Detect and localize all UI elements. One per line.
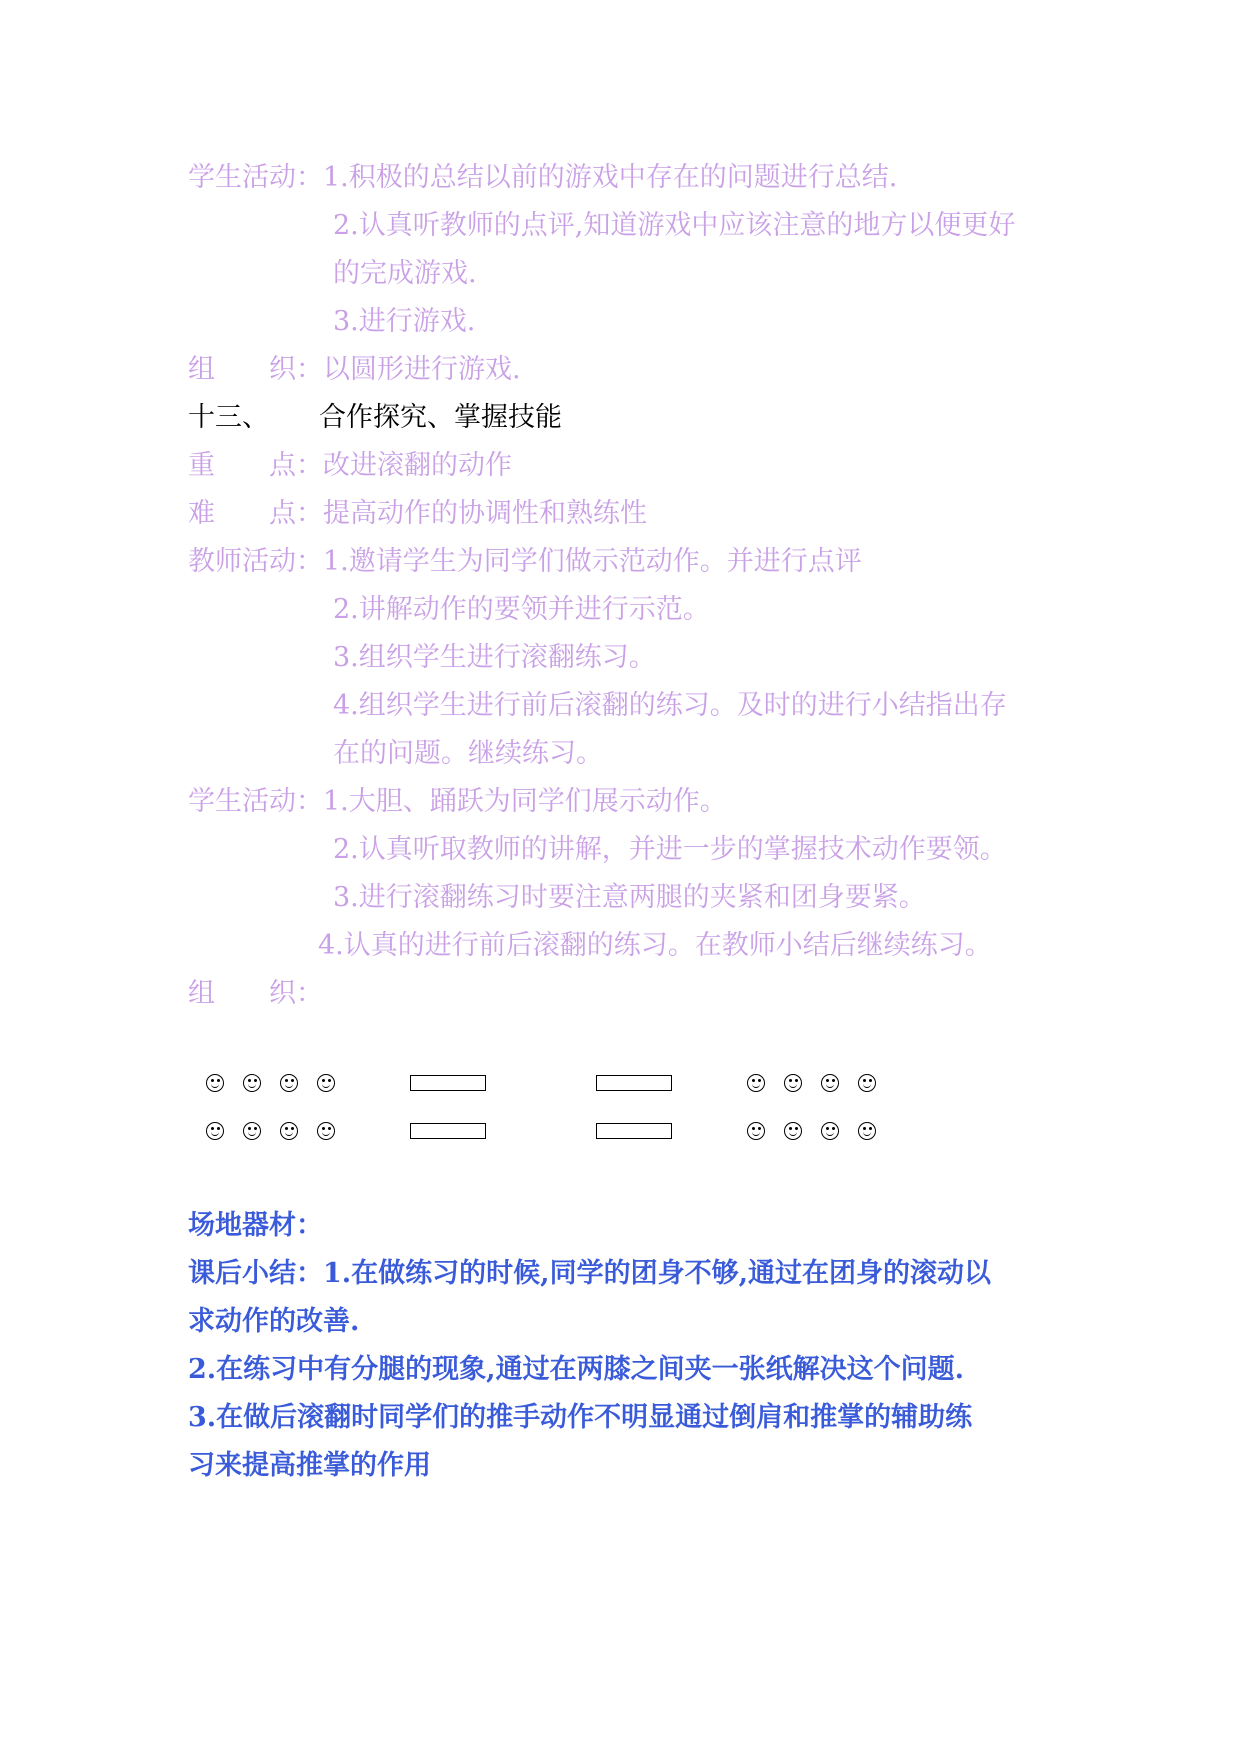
student-activity-1-item-2: 2.认真听教师的点评,知道游戏中应该注意的地方以便更好 [333, 210, 1016, 241]
summary-text-1: 1.在做练习的时候,同学的团身不够,通过在团身的滚动以 [323, 1258, 991, 1289]
student-activity-1-item-2-cont: 的完成游戏. [333, 258, 477, 289]
summary-line-5: 习来提高推掌的作用 [188, 1450, 431, 1481]
key-point-line [188, 448, 512, 484]
smiley-face-icon [858, 1122, 876, 1140]
smiley-face-icon [280, 1122, 298, 1140]
teacher-activity-item-4-cont: 在的问题。继续练习。 [333, 738, 603, 769]
smiley-face-icon [280, 1074, 298, 1092]
organize-2-label: 组 织： [188, 978, 323, 1009]
key-point-text: 改进滚翻的动作 [323, 450, 512, 481]
mat-rectangle [596, 1123, 672, 1139]
smiley-face-icon [858, 1074, 876, 1092]
student-activity-2-item-1: 1.大胆、踊跃为同学们展示动作。 [323, 786, 727, 817]
organize-1-line [188, 352, 521, 388]
student-activity-1-label: 学生活动： [188, 162, 323, 193]
teacher-activity-line-1 [188, 544, 862, 580]
smiley-face-icon [784, 1074, 802, 1092]
section-13-heading [188, 400, 562, 436]
student-activity-2-item-4: 4.认真的进行前后滚翻的练习。在教师小结后继续练习。 [318, 930, 992, 961]
smiley-face-icon [821, 1074, 839, 1092]
teacher-activity-item-1: 1.邀请学生为同学们做示范动作。并进行点评 [323, 546, 862, 577]
student-activity-1-line-1 [188, 160, 897, 196]
summary-line-3: 2.在练习中有分腿的现象,通过在两膝之间夹一张纸解决这个问题. [188, 1354, 964, 1385]
smiley-face-icon [317, 1074, 335, 1092]
student-activity-2-label: 学生活动： [188, 786, 323, 817]
key-point-label: 重 点： [188, 450, 323, 481]
summary-line-1 [188, 1256, 991, 1292]
smiley-face-icon [243, 1122, 261, 1140]
smiley-face-icon [747, 1074, 765, 1092]
section-13-title: 合作探究、掌握技能 [319, 402, 562, 433]
smiley-face-icon [206, 1074, 224, 1092]
smiley-face-icon [784, 1122, 802, 1140]
organize-1-text: 以圆形进行游戏. [323, 354, 521, 385]
smiley-face-icon [747, 1122, 765, 1140]
mat-rectangle [596, 1075, 672, 1091]
organize-1-label: 组 织： [188, 354, 323, 385]
mat-rectangle [410, 1075, 486, 1091]
student-activity-1-item-3: 3.进行游戏. [333, 306, 476, 337]
teacher-activity-item-4: 4.组织学生进行前后滚翻的练习。及时的进行小结指出存 [333, 690, 1007, 721]
mat-rectangle [410, 1123, 486, 1139]
teacher-activity-item-3: 3.组织学生进行滚翻练习。 [333, 642, 656, 673]
summary-label: 课后小结： [188, 1258, 323, 1289]
smiley-face-icon [206, 1122, 224, 1140]
student-activity-2-item-2: 2.认真听取教师的讲解，并进一步的掌握技术动作要领。 [333, 834, 1007, 865]
student-activity-1-item-1: 1.积极的总结以前的游戏中存在的问题进行总结. [323, 162, 898, 193]
summary-line-4: 3.在做后滚翻时同学们的推手动作不明显通过倒肩和推掌的辅助练 [188, 1402, 973, 1433]
student-activity-2-line-1 [188, 784, 727, 820]
section-13-number: 十三、 [188, 402, 269, 433]
summary-line-2: 求动作的改善. [188, 1306, 360, 1337]
difficult-point-label: 难 点： [188, 498, 323, 529]
difficult-point-line [188, 496, 647, 532]
smiley-face-icon [243, 1074, 261, 1092]
difficult-point-text: 提高动作的协调性和熟练性 [323, 498, 647, 529]
smiley-face-icon [317, 1122, 335, 1140]
venue-label: 场地器材： [188, 1210, 323, 1241]
teacher-activity-item-2: 2.讲解动作的要领并进行示范。 [333, 594, 710, 625]
student-activity-2-item-3: 3.进行滚翻练习时要注意两腿的夹紧和团身要紧。 [333, 882, 926, 913]
teacher-activity-label: 教师活动： [188, 546, 323, 577]
smiley-face-icon [821, 1122, 839, 1140]
